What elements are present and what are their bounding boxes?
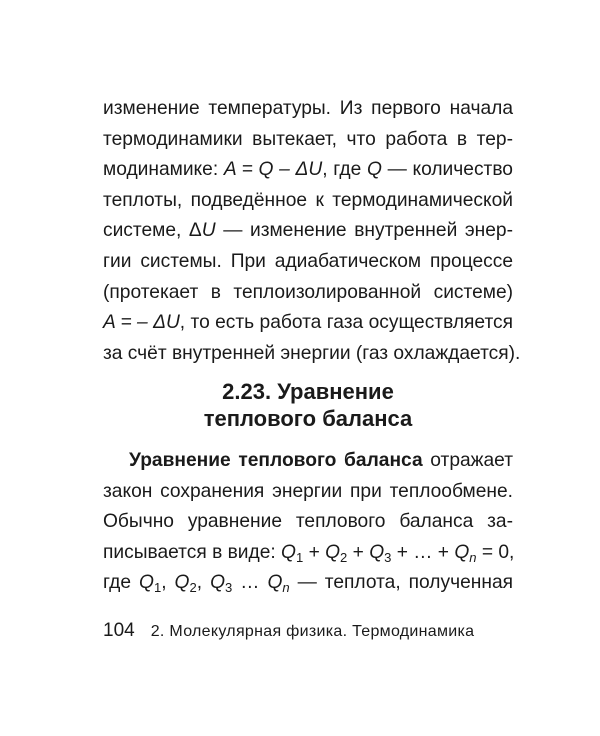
operator: + … + — [391, 541, 455, 563]
text-line: за счёт внутренней энергии (газ охлаждается). — [103, 342, 521, 364]
formula-work: A = Q – ΔU — [223, 159, 323, 181]
formula-symbol: U — [201, 220, 216, 242]
text-fragment: системе, Δ — [103, 220, 202, 242]
formula-symbol: Q — [366, 159, 382, 181]
subscript: 3 — [225, 580, 233, 596]
text-fragment: — количество — [381, 159, 513, 181]
subscript: n — [282, 580, 290, 596]
text-line: закон сохранения энергии при теплообмене. — [103, 480, 513, 502]
subscript: 2 — [340, 549, 348, 565]
text-fragment: — изменение внутренней энер- — [215, 220, 513, 242]
subscript: 1 — [295, 549, 304, 565]
formula-q: Q — [210, 572, 225, 594]
text-line-equation — [103, 538, 513, 569]
operator: = 0, — [476, 541, 515, 563]
text-line: изменение температуры. Из первого начала — [103, 98, 513, 119]
operator: + — [347, 541, 370, 563]
text-line — [103, 308, 513, 339]
text-line: термодинамики вытекает, что работа в тер- — [103, 128, 513, 150]
formula-q: Q — [267, 572, 283, 594]
formula-q: Q — [369, 541, 385, 563]
text-line — [103, 216, 513, 247]
heading-line: теплового баланса — [203, 406, 413, 431]
text-fragment: модинамике: — [103, 159, 224, 181]
text-line: Обычно уравнение теплового баланса за- — [103, 511, 513, 533]
formula-adiabatic: A = – ΔU — [103, 312, 180, 334]
text-fragment: — теплота, полученная — [289, 572, 514, 594]
text-line — [103, 568, 513, 599]
term-highlight: Уравнение теплового баланса — [129, 450, 423, 471]
formula-q: Q — [325, 541, 341, 563]
text-line — [103, 446, 513, 477]
text-fragment: где — [103, 572, 139, 594]
paragraph-heat-balance — [103, 446, 513, 599]
subscript: 3 — [384, 549, 392, 565]
text-fragment: писывается в виде: — [103, 541, 282, 563]
separator: , — [161, 572, 175, 594]
separator: , — [196, 572, 211, 594]
formula-q: Q — [281, 541, 296, 563]
subscript: 1 — [153, 580, 162, 596]
running-title: 2. Молекулярная физика. Термодинамика — [150, 623, 475, 640]
separator: … — [232, 572, 268, 594]
text-fragment: , где — [322, 159, 367, 181]
text-fragment: отражает — [422, 450, 513, 471]
text-fragment: , то есть работа газа осуществляется — [179, 312, 513, 334]
formula-q: Q — [174, 572, 190, 594]
operator: + — [303, 541, 326, 563]
formula-q: Q — [454, 541, 470, 563]
text-line: гии системы. При адиабатическом процессе — [103, 250, 513, 272]
subscript: n — [469, 549, 477, 565]
subscript: 2 — [189, 580, 197, 596]
page-number: 104 — [103, 620, 135, 641]
text-line: (протекает в теплоизолированной системе) — [103, 281, 513, 303]
heading-line: 2.23. Уравнение — [222, 379, 394, 404]
paragraph-first-law — [103, 94, 521, 369]
page-footer — [103, 621, 474, 642]
text-line — [103, 155, 513, 186]
section-heading — [100, 378, 516, 432]
text-line: теплоты, подведённое к термодинамической — [103, 189, 513, 211]
formula-q: Q — [139, 572, 154, 594]
